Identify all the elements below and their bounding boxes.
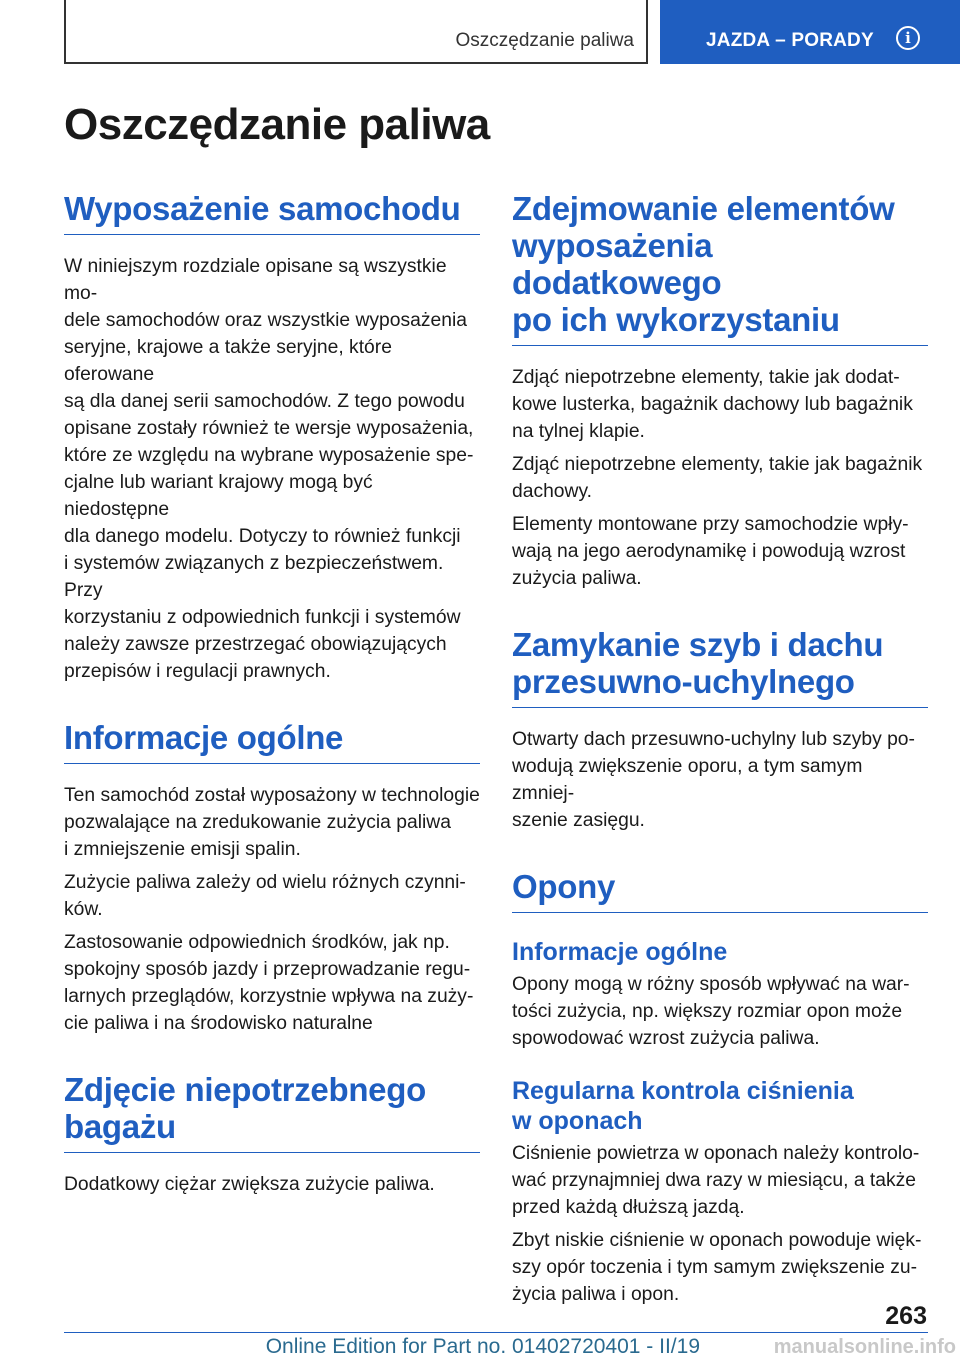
paragraph: W niniejszym rozdziale opisane są wszystkie mo- dele samochodów oraz wszystkie wyposażenia seryjne, krajowe a także seryjne, które oferowane są dla danej serii samochodów. Z tego powodu opisane zostały również te wersje wyposażenia, które ze względu na wybrane wyposażenie spe- cjalne lub wariant krajowy mogą być niedostępne dla danego modelu. Dotyczy to również funkcji i systemów związanych z bezpieczeństwem. Przy korzystaniu z odpowiednich funkcji i systemów należy zawsze przestrzegać obowiązujących przepisów i regulacji prawnych.: [64, 256, 474, 682]
footer-watermark[interactable]: manualsonline.info: [773, 1336, 956, 1358]
page-title: Oszczędzanie paliwa: [64, 100, 490, 149]
header-section-title: Oszczędzanie paliwa: [455, 30, 634, 51]
section-heading: Wyposażenie samochodu: [64, 190, 480, 235]
section-heading: Zdjęcie niepotrzebnego bagażu: [64, 1071, 480, 1153]
footer: [0, 1335, 960, 1362]
footer-divider: [64, 1332, 928, 1333]
section-remove-accessories: [512, 190, 928, 592]
section-heading: Informacje ogólne: [64, 719, 480, 764]
paragraph: Zastosowanie odpowiednich środków, jak np. spokojny sposób jazdy i przeprowadzanie regu- larnych przeglądów, korzystnie wpływa na zuży- cie paliwa i na środowisko naturalne: [64, 932, 474, 1034]
section-heading: Opony: [512, 868, 928, 913]
paragraph: Ciśnienie powietrza w oponach należy kontrolo- wać przynajmniej dwa razy w miesiącu, a także przed każdą dłuższą jazdą.: [512, 1143, 920, 1218]
info-circle-icon[interactable]: i: [896, 26, 920, 50]
paragraph: Opony mogą w różny sposób wpływać na war- tości zużycia, np. większy rozmiar opon może spowodować wzrost zużycia paliwa.: [512, 974, 910, 1049]
subsection-heading: Informacje ogólne: [512, 938, 728, 966]
footer-edition: Online Edition for Part no. 01402720401 - II/19: [265, 1335, 700, 1358]
section-heading: Zamykanie szyb i dachu przesuwno-uchylnego: [512, 626, 928, 708]
left-column: [64, 190, 480, 1198]
paragraph: Zbyt niskie ciśnienie w oponach powoduje więk- szy opór toczenia i tym samym zwiększenie zu- życia paliwa i opon.: [512, 1230, 922, 1305]
paragraph: Zdjąć niepotrzebne elementy, takie jak bagażnik dachowy.: [512, 454, 923, 502]
paragraph: Elementy montowane przy samochodzie wpły- wają na jego aerodynamikę i powodują wzrost zużycia paliwa.: [512, 514, 909, 589]
header-section-box: [64, 0, 648, 64]
paragraph: Zdjąć niepotrzebne elementy, takie jak dodat- kowe lusterka, bagażnik dachowy lub bagażnik na tylnej klapie.: [512, 367, 913, 442]
paragraph: Ten samochód został wyposażony w technologie pozwalające na zredukowanie zużycia paliwa i zmniejszenie emisji spalin.: [64, 785, 480, 860]
paragraph: Otwarty dach przesuwno-uchylny lub szyby po- wodują zwiększenie oporu, a tym samym zmniej- szenie zasięgu.: [512, 729, 915, 831]
page-number: 263: [885, 1302, 927, 1330]
header-chapter-label: JAZDA – PORADY: [706, 30, 874, 51]
section-general-info: [64, 719, 480, 1037]
section-equipment: [64, 190, 480, 685]
section-close-windows: [512, 626, 928, 834]
right-column: [512, 190, 928, 1308]
subsection-heading: Regularna kontrola ciśnienia w oponach: [512, 1077, 854, 1135]
paragraph: Dodatkowy ciężar zwiększa zużycie paliwa.: [64, 1174, 435, 1195]
paragraph: Zużycie paliwa zależy od wielu różnych czynni- ków.: [64, 872, 466, 920]
section-tyres: [512, 868, 928, 1308]
header-chapter-tab[interactable]: [660, 0, 960, 64]
section-remove-luggage: [64, 1071, 480, 1198]
section-heading: Zdejmowanie elementów wyposażenia dodatkowego po ich wykorzystaniu: [512, 190, 928, 346]
